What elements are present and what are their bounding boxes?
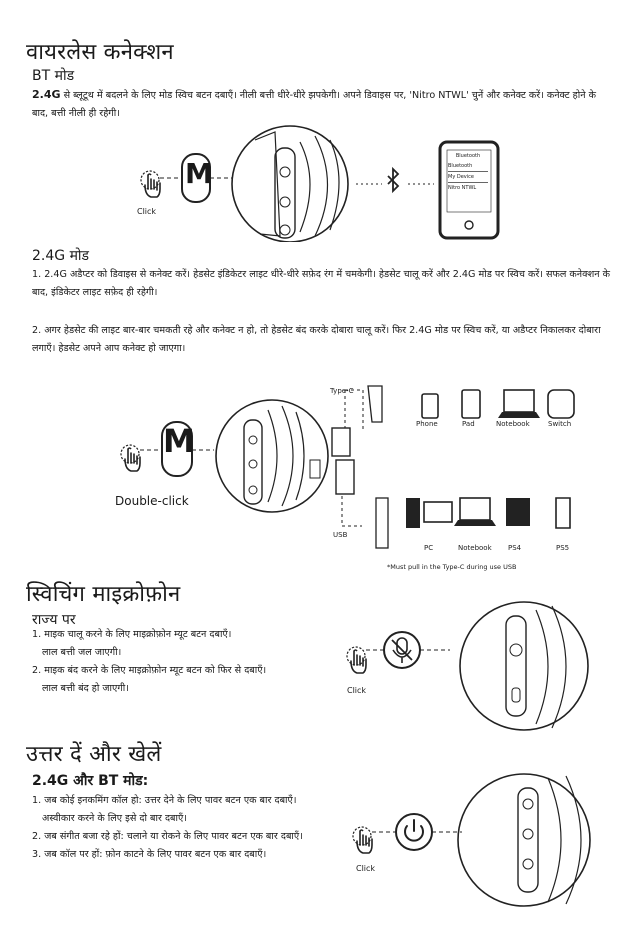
notebook-usb-icon xyxy=(460,498,490,520)
usb-device-label: PS5 xyxy=(556,544,570,552)
answer-item3: 3. जब कॉल पर हों: फ़ोन काटने के लिए पावर बटन एक बार दबाएँ। xyxy=(32,849,267,860)
notebook-device-icon xyxy=(504,390,534,412)
ps4-icon xyxy=(506,498,530,526)
headset-side-icon xyxy=(518,788,538,892)
typec-label: Type-C xyxy=(330,387,354,395)
mic-item1-sub: लाल बत्ती जल जाएगी। xyxy=(42,647,122,658)
answer-item1-sub: अस्वीकार करने के लिए इसे दो बार दबाएँ। xyxy=(42,813,187,824)
usb-label: USB xyxy=(333,531,348,539)
mic-item2-sub: लाल बत्ती बंद हो जाएगी। xyxy=(42,683,129,694)
usb-dongle-icon xyxy=(376,498,388,548)
phone-screen-row: Nitro NTWL xyxy=(448,185,477,191)
usb-adapter-icon xyxy=(336,460,354,494)
mode-button-letter: M xyxy=(185,157,213,190)
answer-item1: 1. जब कोई इनकमिंग कॉल हो: उत्तर देने के लिए पावर बटन एक बार दबाएँ। xyxy=(32,795,297,806)
usb-device-label: PS4 xyxy=(508,544,522,552)
mic-illustration xyxy=(340,596,630,736)
mic-click-label: Click xyxy=(347,686,367,695)
mode-button-letter-2: M xyxy=(163,422,195,460)
pad-device-icon xyxy=(462,390,480,418)
mic-title: स्विचिंग माइक्रोफ़ोन xyxy=(26,582,181,607)
typec-device-label: Phone xyxy=(416,420,438,428)
ps5-icon xyxy=(556,498,570,528)
adapter-connector-icon xyxy=(332,428,350,456)
mic-item1: 1. माइक चालू करने के लिए माइक्रोफ़ोन म्यूट बटन दबाएँ। xyxy=(32,629,232,640)
wireless-title: वायरलेस कनेक्शन xyxy=(26,40,174,65)
g24-mode-heading: 2.4G मोड xyxy=(32,248,90,264)
bt-mode-heading: BT मोड xyxy=(32,68,75,84)
answer-heading: 2.4G और BT मोड: xyxy=(32,773,149,789)
answer-illustration xyxy=(348,764,628,914)
phone-screen xyxy=(448,151,488,193)
bluetooth-icon xyxy=(388,169,398,191)
typec-adapter-icon xyxy=(368,386,382,422)
answer-item2: 2. जब संगीत बजा रहे हों: चलाने या रोकने के लिए पावर बटन एक बार दबाएँ। xyxy=(32,831,303,842)
pc-monitor-icon xyxy=(424,502,452,522)
phone-screen-row: Bluetooth xyxy=(448,161,488,172)
answer-instructions xyxy=(32,792,362,864)
usb-device-label: PC xyxy=(424,544,434,552)
bt-click-label: Click xyxy=(137,207,157,216)
usb-note: *Must pull in the Type-C during use USB xyxy=(387,563,517,571)
typec-device-label: Pad xyxy=(462,420,475,428)
answer-title: उत्तर दें और खेलें xyxy=(26,742,162,767)
mic-item2: 2. माइक बंद करने के लिए माइक्रोफ़ोन म्यूट बटन को फिर से दबाएँ। xyxy=(32,665,267,676)
headset-side-icon xyxy=(244,420,262,504)
bt-mode-text xyxy=(32,86,612,123)
headset-side-icon xyxy=(506,616,526,716)
click-hand-icon xyxy=(347,647,366,673)
g24-para1: 1. 2.4G अडैप्टर को डिवाइस से कनेक्ट करें। हेडसेट इंडिकेटर लाइट धीरे-धीरे सफ़ेद रंग में चमकेगी। हेडसेट चालू करें और 2.4G मोड पर स्विच करें। सफल कनेक्शन के बाद, इंडिकेटर लाइट सफ़ेद ही रहेगी। xyxy=(32,269,610,298)
typec-device-label: Switch xyxy=(548,420,572,428)
switch-device-icon xyxy=(548,390,574,418)
usb-device-label: Notebook xyxy=(458,544,492,552)
double-click-hand-icon xyxy=(121,445,140,471)
typec-device-label: Notebook xyxy=(496,420,530,428)
click-hand-icon xyxy=(353,827,372,853)
mic-instructions xyxy=(32,626,332,698)
answer-click-label: Click xyxy=(356,864,376,873)
phone-screen-row: My Device xyxy=(448,172,488,183)
double-click-label: Double-click xyxy=(115,494,189,508)
g24-para2: 2. अगर हेडसेट की लाइट बार-बार चमकती रहे और कनेक्ट न हो, तो हेडसेट बंद करके दोबारा चालू करें। फिर 2.4G मोड पर स्विच करें, या अडैप्टर निकालकर दोबारा लगाएँ। हेडसेट अपने आप कनेक्ट हो जाएगा। xyxy=(32,325,601,354)
pc-tower-icon xyxy=(406,498,420,528)
g24-illustration xyxy=(110,380,590,570)
mic-heading: राज्य पर xyxy=(32,612,76,628)
bt-text-lead: 2.4G xyxy=(32,88,61,101)
click-hand-icon xyxy=(141,171,160,197)
phone-device-icon xyxy=(422,394,438,418)
bt-text-body: से ब्लूटूथ में बदलने के लिए मोड स्विच बटन दबाएँ। नीली बत्ती धीरे-धीरे झपकेगी। अपने डिवाइस पर, 'Nitro NTWL' चुनें और कनेक्ट करें। कनेक्ट होने के बाद, बत्ती नीली ही रहेगी। xyxy=(32,90,596,119)
phone-screen-header: Bluetooth xyxy=(455,153,481,159)
